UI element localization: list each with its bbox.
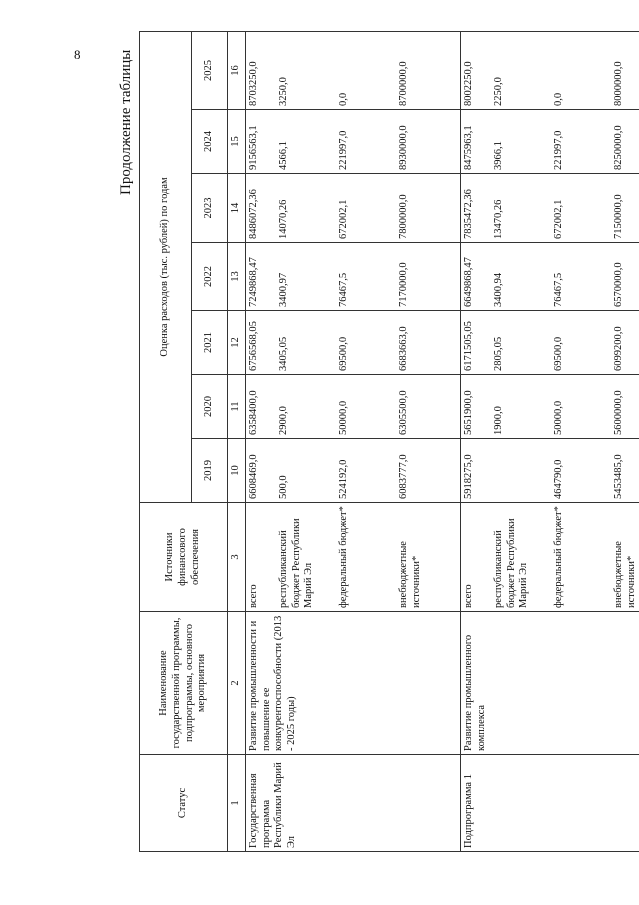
column-number: 1 bbox=[228, 755, 246, 852]
value: 672002,1 bbox=[552, 199, 564, 239]
value: 6305500,0 bbox=[397, 390, 409, 435]
value: 6358400,0 bbox=[247, 390, 259, 435]
values-cell bbox=[245, 439, 460, 503]
value: 0,0 bbox=[552, 92, 564, 106]
value: 8002250,0 bbox=[462, 61, 474, 106]
column-number: 15 bbox=[228, 110, 246, 174]
value: 50000,0 bbox=[337, 400, 349, 435]
column-number: 3 bbox=[228, 503, 246, 612]
value: 464790,0 bbox=[552, 459, 564, 499]
header-name: Наименование государственной программы, подпрограммы, основного мероприятия bbox=[140, 612, 228, 755]
header-year: 2024 bbox=[192, 110, 228, 174]
header-year: 2020 bbox=[192, 375, 228, 439]
values-cell bbox=[460, 31, 639, 109]
value: 3400,97 bbox=[277, 272, 289, 307]
values-cell bbox=[245, 243, 460, 311]
value bbox=[493, 442, 553, 499]
value: 8703250,0 bbox=[247, 61, 259, 106]
column-number: 14 bbox=[228, 174, 246, 243]
value: 9156563,1 bbox=[247, 125, 259, 170]
value: 1900,0 bbox=[492, 406, 504, 435]
source-label: всего bbox=[247, 584, 259, 608]
value: 50000,0 bbox=[552, 400, 564, 435]
value: 3405,05 bbox=[277, 336, 289, 371]
values-cell bbox=[245, 174, 460, 243]
column-number: 12 bbox=[228, 311, 246, 375]
table-row bbox=[245, 31, 460, 851]
values-cell bbox=[460, 311, 639, 375]
source-label: внебюджетные источники* bbox=[397, 541, 422, 608]
column-number: 16 bbox=[228, 31, 246, 109]
header-sources: Источники финансового обеспечения bbox=[140, 503, 228, 612]
value: 6570000,0 bbox=[612, 262, 624, 307]
value: 0,0 bbox=[337, 92, 349, 106]
value: 7800000,0 bbox=[397, 194, 409, 239]
value: 6099200,0 bbox=[612, 326, 624, 371]
values-cell bbox=[460, 439, 639, 503]
value: 8250000,0 bbox=[612, 125, 624, 170]
header-year: 2025 bbox=[192, 31, 228, 109]
header-year: 2019 bbox=[192, 439, 228, 503]
values-cell bbox=[460, 174, 639, 243]
name-cell: Развитие промышленного комплекса bbox=[460, 612, 639, 755]
value: 76467,5 bbox=[337, 272, 349, 307]
value: 69500,0 bbox=[337, 336, 349, 371]
source-label: республиканский бюджет Республики Марий Эл bbox=[277, 518, 315, 608]
source-label: республиканский бюджет Республики Марий Эл bbox=[492, 518, 530, 608]
value: 3400,94 bbox=[492, 272, 504, 307]
sources-cell bbox=[245, 503, 460, 612]
value: 5918275,0 bbox=[462, 454, 474, 499]
column-number: 2 bbox=[228, 612, 246, 755]
value: 6649868,47 bbox=[462, 257, 474, 307]
values-cell bbox=[460, 375, 639, 439]
value: 13470,26 bbox=[492, 199, 504, 239]
column-number: 11 bbox=[228, 375, 246, 439]
status-cell: Подпрограмма 1 bbox=[460, 755, 639, 852]
value: 7150000,0 bbox=[612, 194, 624, 239]
sources-cell bbox=[460, 503, 639, 612]
value: 4566,1 bbox=[277, 141, 289, 170]
value: 76467,5 bbox=[552, 272, 564, 307]
value: 5600000,0 bbox=[612, 390, 624, 435]
value: 7249868,47 bbox=[247, 257, 259, 307]
value: 6683663,0 bbox=[397, 326, 409, 371]
header-estimate: Оценка расходов (тыс. рублей) по годам bbox=[140, 31, 192, 502]
values-cell bbox=[245, 311, 460, 375]
column-number: 13 bbox=[228, 243, 246, 311]
value: 14070,26 bbox=[277, 199, 289, 239]
budget-table bbox=[139, 31, 639, 852]
status-cell: Государственная программа Республики Марий Эл bbox=[245, 755, 460, 852]
value: 672002,1 bbox=[337, 199, 349, 239]
value: 5453485,0 bbox=[612, 454, 624, 499]
value: 8475963,1 bbox=[462, 125, 474, 170]
rotated-table-container bbox=[139, 32, 637, 852]
value: 8486072,36 bbox=[247, 189, 259, 239]
page-number: 8 bbox=[74, 47, 81, 62]
header-year: 2023 bbox=[192, 174, 228, 243]
value: 8000000,0 bbox=[612, 61, 624, 106]
source-label: всего bbox=[462, 584, 474, 608]
value: 8700000,0 bbox=[397, 61, 409, 106]
continuation-title: Продолжение таблицы bbox=[118, 49, 134, 195]
source-label: федеральный бюджет* bbox=[552, 506, 564, 608]
values-cell bbox=[245, 31, 460, 109]
value: 6756568,05 bbox=[247, 321, 259, 371]
value: 6171505,05 bbox=[462, 321, 474, 371]
source-label: федеральный бюджет* bbox=[337, 506, 349, 608]
value: 221997,0 bbox=[552, 130, 564, 170]
values-cell bbox=[460, 110, 639, 174]
value: 2805,05 bbox=[492, 336, 504, 371]
value: 6083777,0 bbox=[397, 454, 409, 499]
name-cell: Развитие промышленности и повышение ее конкурентоспособности (2013 - 2025 годы) bbox=[245, 612, 460, 755]
value: 221997,0 bbox=[337, 130, 349, 170]
value: 524192,0 bbox=[337, 459, 349, 499]
header-status: Статус bbox=[140, 755, 228, 852]
value: 69500,0 bbox=[552, 336, 564, 371]
value: 6608469,0 bbox=[247, 454, 259, 499]
values-cell bbox=[460, 243, 639, 311]
value: 7170000,0 bbox=[397, 262, 409, 307]
header-year: 2022 bbox=[192, 243, 228, 311]
value: 8930000,0 bbox=[397, 125, 409, 170]
column-number: 10 bbox=[228, 439, 246, 503]
values-cell bbox=[245, 375, 460, 439]
value: 3966,1 bbox=[492, 141, 504, 170]
value: 7835472,36 bbox=[462, 189, 474, 239]
source-label: внебюджетные источники* bbox=[612, 541, 637, 608]
header-year: 2021 bbox=[192, 311, 228, 375]
value: 500,0 bbox=[277, 475, 289, 499]
values-cell bbox=[245, 110, 460, 174]
value: 3250,0 bbox=[277, 77, 289, 106]
table-row bbox=[460, 31, 639, 851]
value: 2900,0 bbox=[277, 406, 289, 435]
value: 5651900,0 bbox=[462, 390, 474, 435]
value: 2250,0 bbox=[492, 77, 504, 106]
